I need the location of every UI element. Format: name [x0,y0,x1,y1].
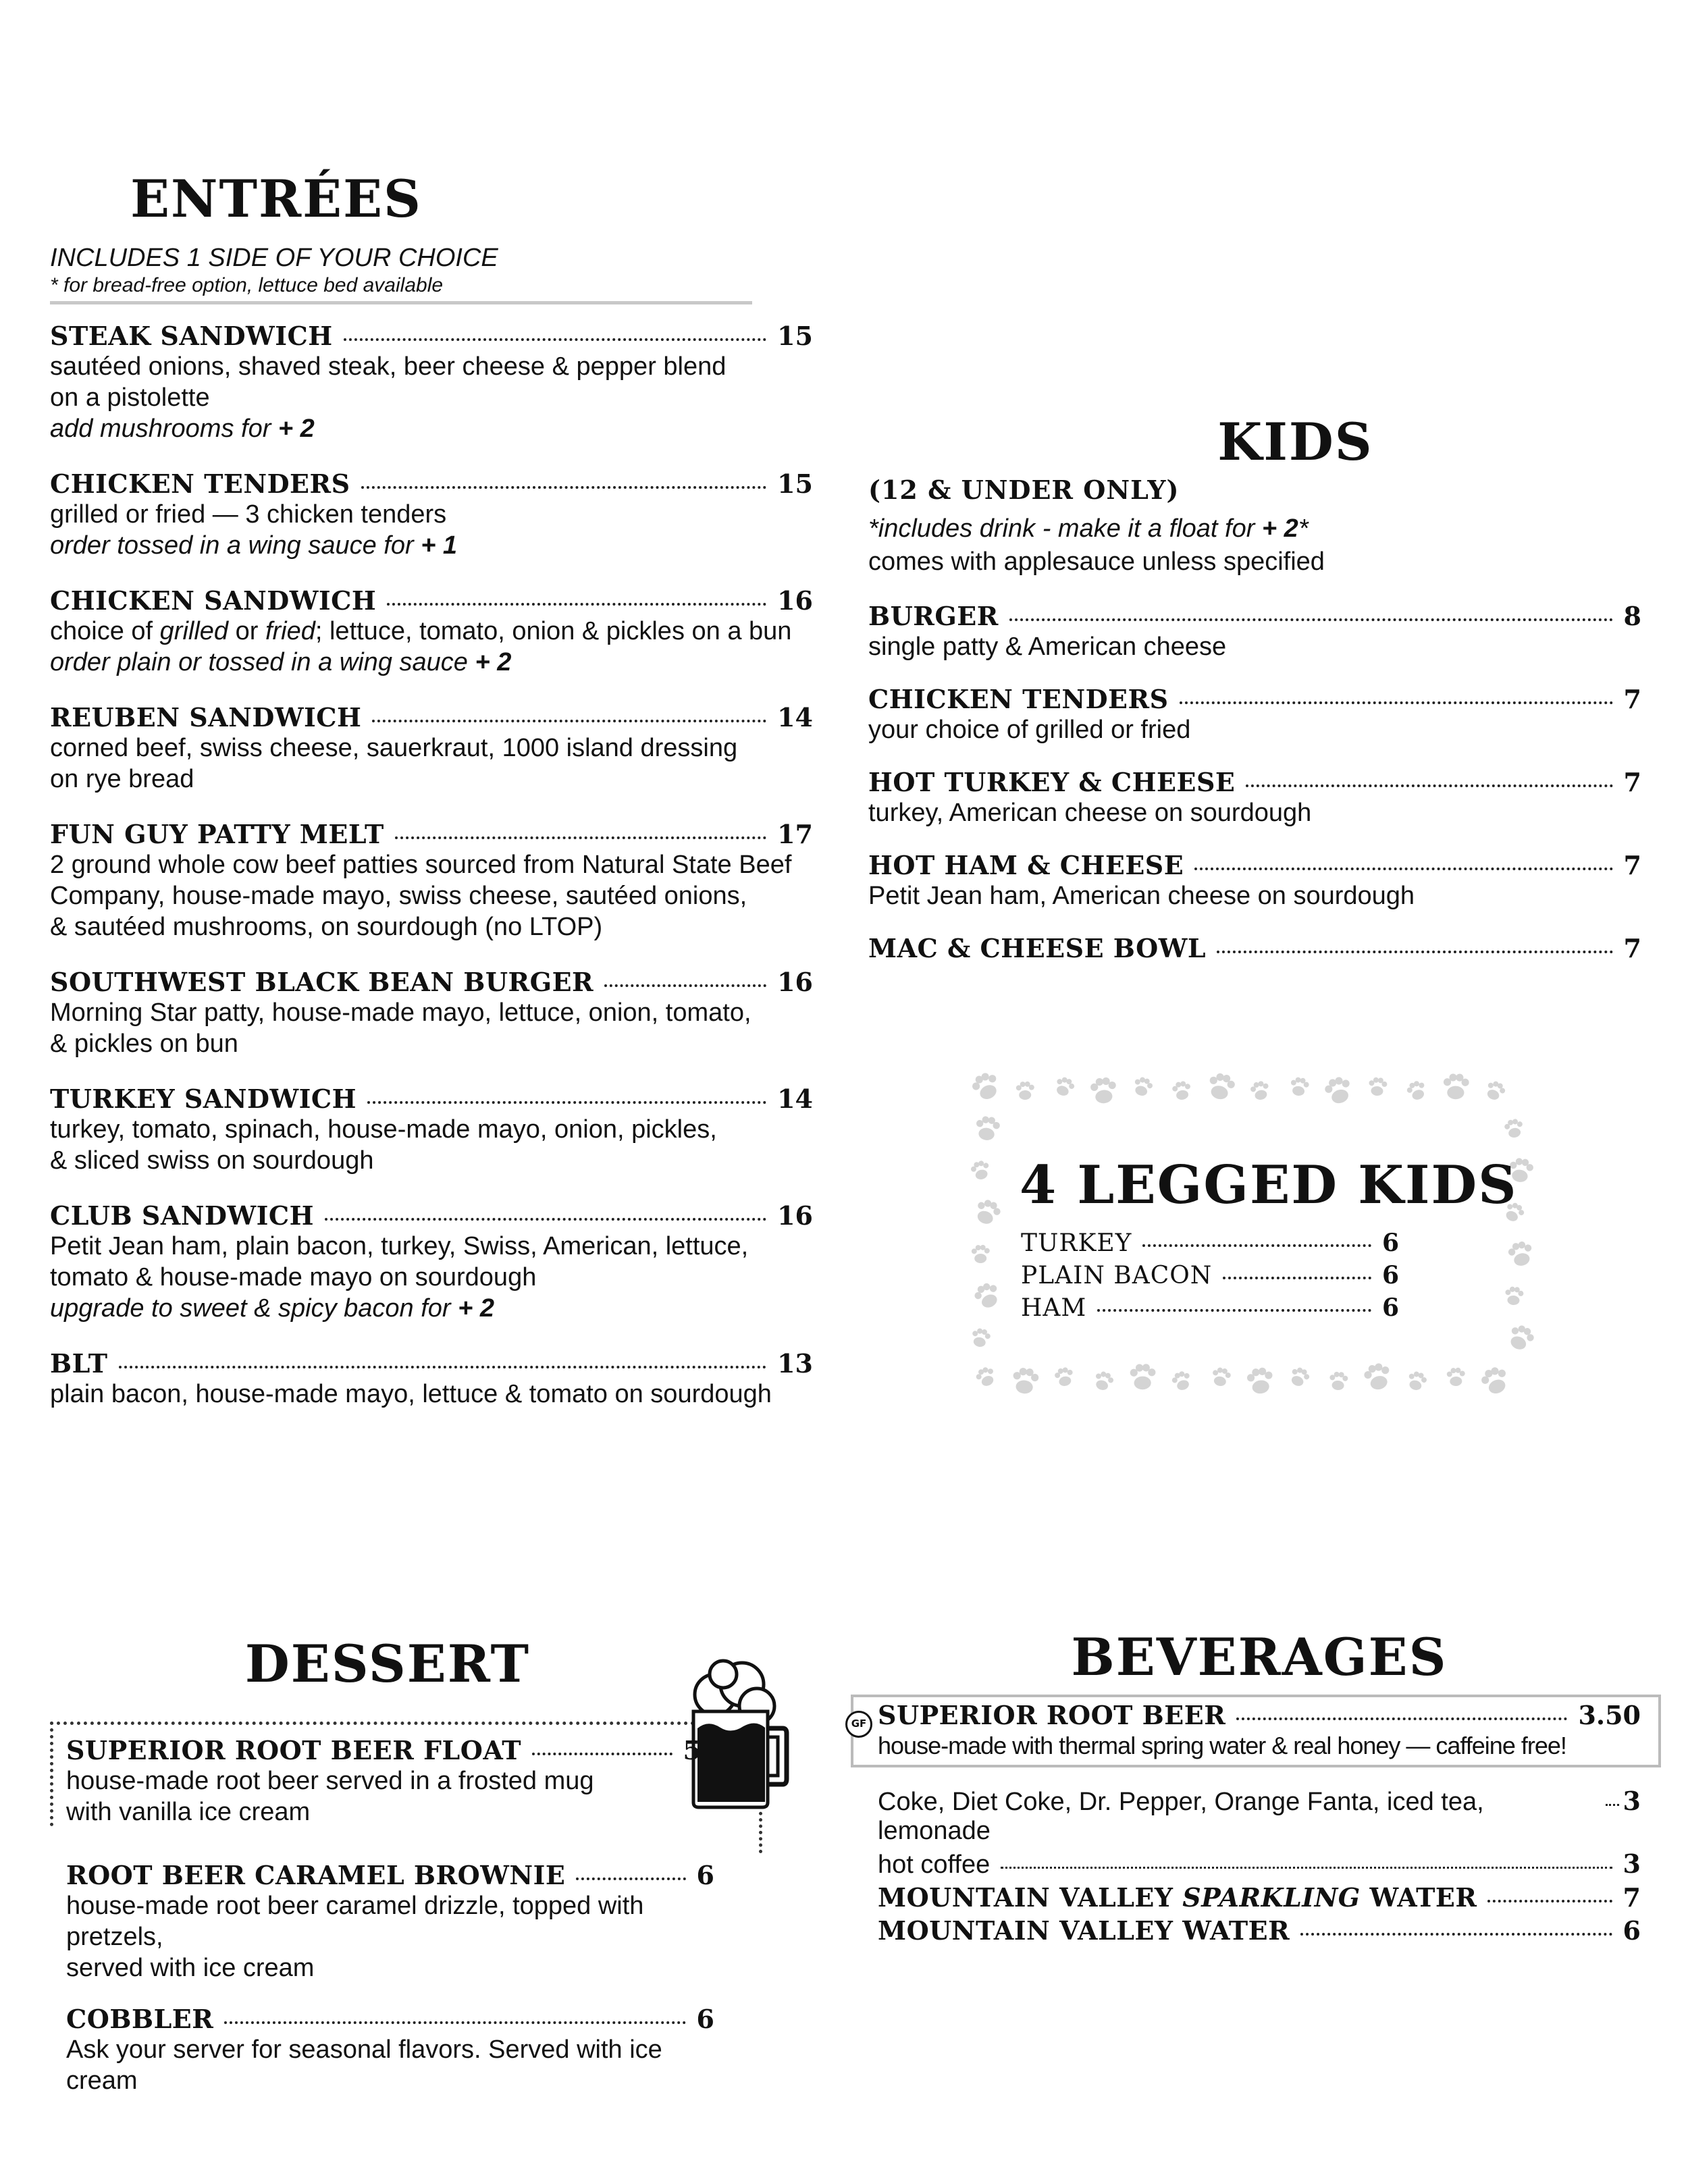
paw-print-icon [1362,1361,1393,1392]
paw-print-icon [1171,1080,1192,1101]
paw-print-icon [1288,1365,1311,1389]
menu-item-club-sandwich [50,1200,813,1324]
paw-print-icon [1170,1369,1194,1393]
paw-print-icon [972,1280,1003,1312]
kids-item-hot-ham [868,850,1641,911]
paw-print-icon [969,1069,1003,1103]
kids-item-hot-turkey [868,767,1641,828]
beverage-item-soft-drinks [878,1786,1641,1846]
item-description: plain bacon, house-made mayo, lettuce & tomato on sourdough [50,1380,772,1408]
paw-print-icon [1249,1080,1271,1102]
item-price: 6 [1381,1261,1399,1289]
item-addon-note: order plain or tossed in a wing sauce + 2 [50,648,512,676]
item-name: TURKEY SANDWICH [50,1084,357,1114]
dessert-item-brownie [66,1860,714,1983]
item-description: grilled or fried — 3 chicken tenders [50,500,447,529]
item-name: CHICKEN TENDERS [50,469,350,499]
menu-item-chicken-sandwich [50,585,813,678]
item-price: 3.50 [1578,1700,1641,1730]
menu-item-fun-guy-patty-melt [50,819,813,942]
item-price: 7 [1623,933,1641,963]
item-price: 6 [1623,1915,1641,1946]
paw-print-icon [1246,1366,1275,1395]
kids-item-burger [868,601,1641,662]
item-name: CLUB SANDWICH [50,1200,315,1231]
entrees-divider [50,301,752,304]
item-price: 14 [777,1084,813,1114]
paw-print-icon [1289,1076,1310,1097]
beverages-section [851,1627,1668,1946]
item-name: CHICKEN SANDWICH [50,585,377,616]
menu-item-chicken-tenders [50,469,813,561]
item-price: 6 [696,1860,714,1890]
item-description: sautéed onions, shaved steak, beer cheese & pepper blend on a pistolette [50,352,727,412]
paw-print-icon [1323,1074,1355,1107]
beverage-item-water [878,1915,1641,1946]
paw-print-icon [1016,1082,1035,1100]
paw-print-icon [1406,1370,1428,1392]
item-price: 7 [1623,1882,1641,1913]
menu-item-black-bean-burger [50,967,813,1059]
item-description: choice of grilled or fried; lettuce, tomato, onion & pickles on a bun [50,617,792,645]
item-price: 5 [683,1735,701,1765]
item-price: 3 [1623,1848,1641,1879]
item-description: Morning Star patty, house-made mayo, lettuce, onion, tomato, & pickles on bun [50,998,751,1058]
menu-item-steak-sandwich [50,321,813,444]
item-name: MAC & CHEESE BOWL [868,933,1207,963]
paw-print-icon [1206,1071,1236,1102]
menu-item-turkey-sandwich [50,1084,813,1176]
paw-print-icon [1504,1286,1524,1306]
paw-print-icon [1506,1322,1537,1353]
dog-menu-section [966,1067,1539,1404]
item-name: SOUTHWEST BLACK BEAN BURGER [50,967,594,997]
beverage-item-coffee [878,1848,1641,1880]
item-name: HOT HAM & CHEESE [868,850,1184,880]
paw-print-icon [1130,1364,1155,1389]
item-price: 7 [1623,767,1641,797]
item-description: single patty & American cheese [868,633,1227,661]
item-price: 16 [777,585,813,616]
beverage-item-root-beer [878,1700,1641,1761]
paw-print-icon [1479,1364,1512,1397]
item-price: 7 [1623,684,1641,714]
item-name: STEAK SANDWICH [50,321,333,351]
paw-print-icon [974,1115,1001,1142]
paw-print-icon [1446,1367,1465,1386]
item-price: 6 [696,2004,714,2034]
dessert-list [66,1735,714,2116]
item-name: HAM [1021,1294,1087,1322]
item-name: SUPERIOR ROOT BEER [878,1700,1226,1730]
item-name: REUBEN SANDWICH [50,702,362,733]
item-name: MOUNTAIN VALLEY WATER [878,1915,1290,1946]
item-description: your choice of grilled or fried [868,716,1191,744]
paw-print-icon [1504,1118,1525,1140]
paw-print-icon [1506,1240,1535,1269]
entrees-subnote: * for bread-free option, lettuce bed available [50,274,444,296]
paw-print-icon [1092,1370,1115,1393]
item-description: turkey, tomato, spinach, house-made mayo, onion, pickles, & sliced swiss on sourdough [50,1115,717,1175]
entrees-title: ENTRÉES [130,169,422,229]
entrees-section [50,169,813,1434]
item-price: 15 [777,321,813,351]
item-price: 8 [1623,601,1641,631]
entrees-subtitle: INCLUDES 1 SIDE OF YOUR CHOICE [50,244,498,272]
paw-print-icon [1329,1371,1348,1391]
paw-print-icon [1483,1079,1508,1103]
item-description: turkey, American cheese on sourdough [868,799,1312,827]
kids-drink-note: *includes drink - make it a float for + 2* [868,514,1309,543]
paw-print-icon [1211,1366,1232,1388]
dessert-item-cobbler [66,2004,714,2096]
item-price: 7 [1623,850,1641,880]
item-name: SUPERIOR ROOT BEER FLOAT [66,1735,522,1765]
item-price: 3 [1623,1786,1641,1816]
paw-print-icon [1053,1366,1075,1387]
item-price: 6 [1381,1294,1399,1322]
beverages-title: BEVERAGES [1071,1627,1448,1687]
paw-print-icon [1368,1077,1388,1096]
item-price: 16 [777,967,813,997]
paw-print-icon [970,1327,992,1349]
item-name: FUN GUY PATTY MELT [50,819,384,849]
dog-menu-title: 4 LEGGED KIDS [1020,1154,1518,1216]
item-description: house-made root beer caramel drizzle, topped with pretzels, served with ice cream [66,1892,644,1982]
paw-print-icon [972,1197,1003,1227]
item-description: corned beef, swiss cheese, sauerkraut, 1000 island dressing on rye bread [50,734,738,793]
item-name: TURKEY [1021,1229,1132,1257]
item-name: PLAIN BACON [1021,1262,1213,1289]
item-name: BLT [50,1348,108,1379]
paw-print-icon [1132,1075,1155,1098]
item-description: house-made with thermal spring water & real honey — caffeine free! [878,1732,1566,1759]
dog-item-plain-bacon [1021,1261,1399,1289]
dessert-item-root-beer-float [66,1735,714,1828]
kids-item-mac-cheese [868,933,1641,963]
item-name: COBBLER [66,2004,214,2034]
kids-section [868,412,1641,985]
paw-print-icon [1405,1079,1429,1102]
menu-item-blt [50,1348,813,1410]
paw-print-icon [1053,1075,1076,1098]
gluten-free-badge: GF [845,1711,872,1738]
item-price: 15 [777,469,813,499]
item-addon-note: order tossed in a wing sauce for + 1 [50,531,458,560]
kids-age-limit: (12 & UNDER ONLY) [868,475,1180,505]
item-description: Ask your server for seasonal flavors. Served with ice cream [66,2035,662,2095]
beverage-list [878,1786,1641,1948]
item-price: 16 [777,1200,813,1231]
item-name: MOUNTAIN VALLEY SPARKLING WATER [878,1882,1477,1913]
item-name: ROOT BEER CARAMEL BROWNIE [66,1860,566,1890]
paw-print-icon [970,1159,992,1181]
dog-item-turkey [1021,1229,1399,1257]
paw-print-icon [972,1245,991,1264]
dog-menu-list [1021,1229,1399,1326]
paw-print-icon [1090,1076,1118,1104]
item-name: HOT TURKEY & CHEESE [868,767,1236,797]
item-price: 13 [777,1348,813,1379]
kids-item-chicken-tenders [868,684,1641,745]
menu-item-reuben-sandwich [50,702,813,795]
kids-side-note: comes with applesauce unless specified [868,548,1325,576]
item-price: 17 [777,819,813,849]
paw-print-icon [1443,1073,1469,1099]
dessert-title: DESSERT [244,1634,531,1694]
item-addon-note: upgrade to sweet & spicy bacon for + 2 [50,1294,495,1323]
paw-print-icon [1011,1367,1040,1395]
kids-title: KIDS [1217,412,1373,472]
item-name: CHICKEN TENDERS [868,684,1169,714]
item-addon-note: add mushrooms for + 2 [50,415,315,443]
beverage-item-sparkling-water [878,1882,1641,1913]
item-price: 14 [777,702,813,733]
paw-print-icon [974,1364,998,1389]
item-description: 2 ground whole cow beef patties sourced from Natural State Beef Company, house-made mayo, swiss cheese, sautéed onions, & sautéed mushrooms, on sourdough (no LTOP) [50,851,792,941]
dog-item-ham [1021,1294,1399,1322]
item-description: Petit Jean ham, plain bacon, turkey, Swiss, American, lettuce, tomato & house-made mayo on sourdough [50,1232,749,1291]
item-name: BURGER [868,601,999,631]
item-name: Coke, Diet Coke, Dr. Pepper, Orange Fanta, iced tea, lemonade [878,1788,1484,1845]
item-description: Petit Jean ham, American cheese on sourdough [868,882,1415,910]
item-name: hot coffee [878,1850,991,1879]
item-price: 6 [1381,1229,1399,1257]
item-description: house-made root beer served in a frosted mug with vanilla ice cream [66,1767,594,1826]
